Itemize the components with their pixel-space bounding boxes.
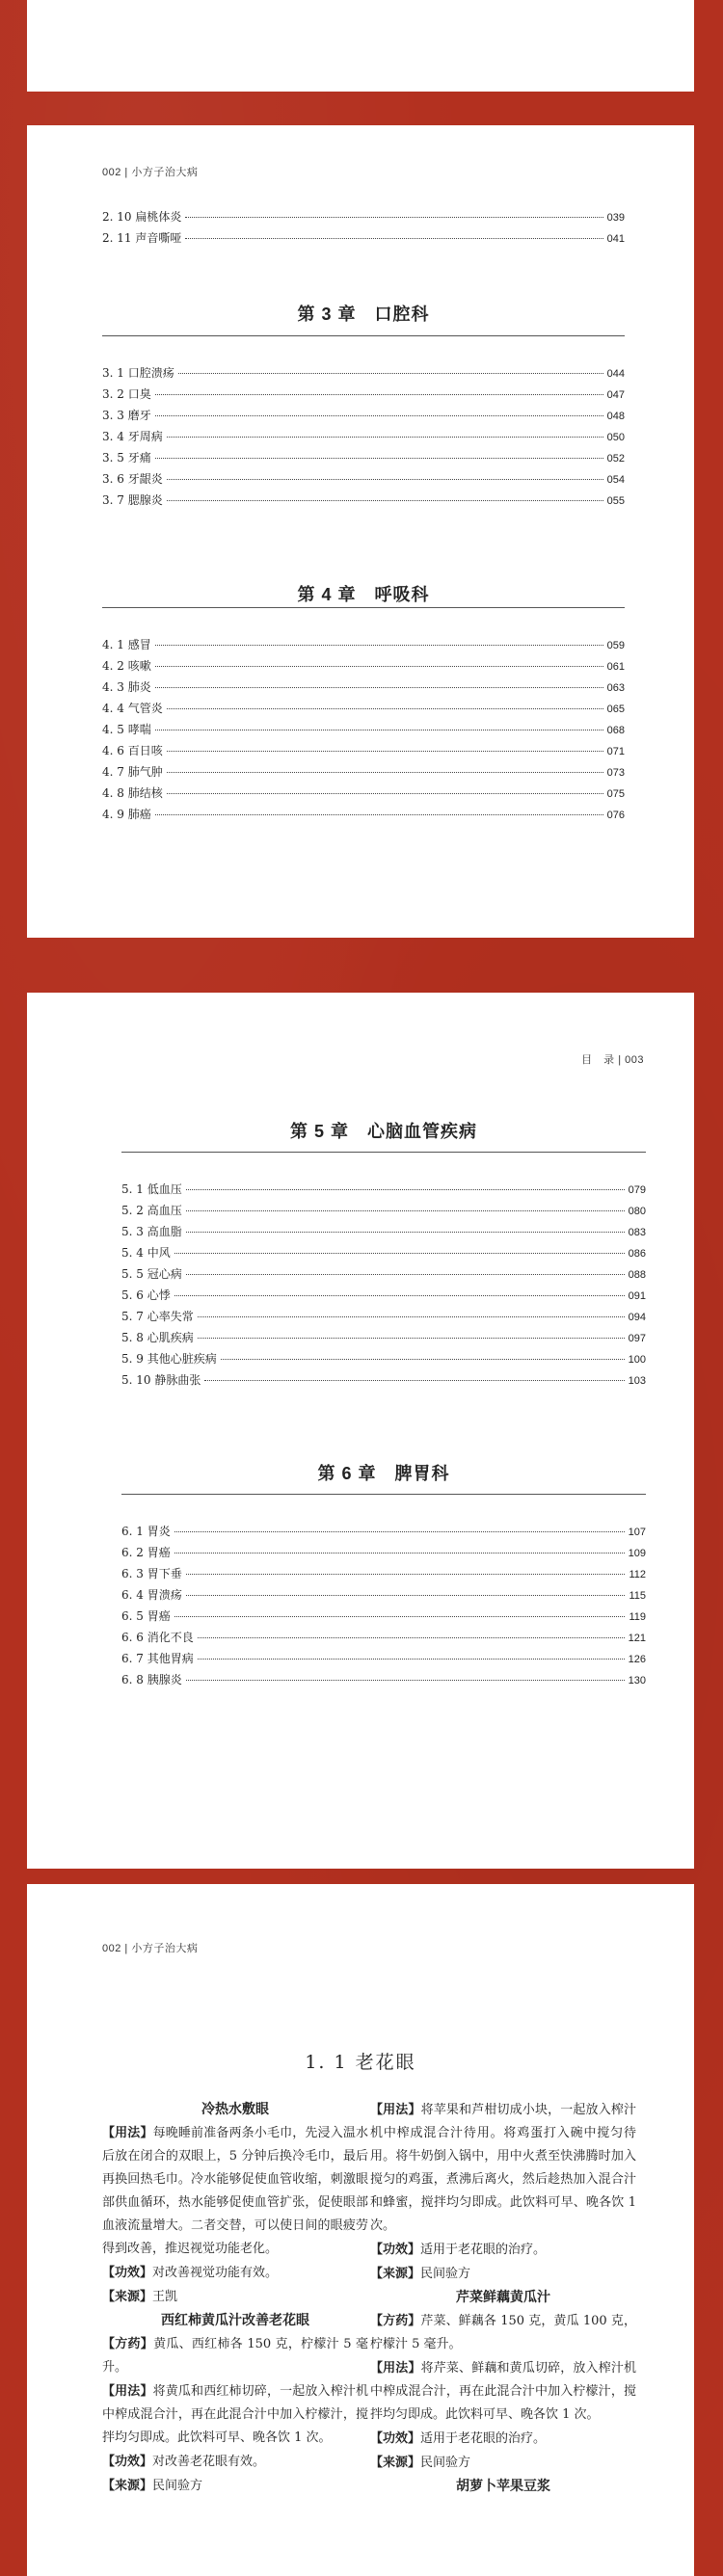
toc-entry[interactable]	[102, 742, 625, 763]
toc-entry-label: 6. 8 胰腺炎	[121, 1673, 182, 1686]
dot-leader	[155, 814, 603, 815]
formula-text: 黄瓜、西红柿各 150 克，柠檬汁 5 毫升。	[102, 2337, 368, 2375]
dot-leader	[155, 645, 603, 646]
toc-entry[interactable]	[121, 1565, 646, 1586]
usage-tag: 【用法】	[370, 2360, 421, 2375]
toc-entry-label: 4. 8 肺结核	[102, 786, 163, 800]
toc-entry-label: 3. 6 牙龈炎	[102, 472, 163, 486]
chapter-3-title: 第 3 章 口腔科	[297, 305, 430, 324]
dot-leader	[186, 1232, 625, 1233]
toc-entry[interactable]	[121, 1586, 646, 1607]
right-column	[370, 2098, 636, 2498]
dot-leader	[174, 1553, 625, 1554]
dot-leader	[155, 687, 603, 688]
toc-entry[interactable]	[121, 1265, 646, 1287]
toc-entry-page-number: 088	[628, 1269, 646, 1281]
toc-list-ch2-continued	[102, 208, 625, 251]
toc-entry[interactable]	[121, 1671, 646, 1692]
toc-entry[interactable]	[102, 700, 625, 721]
toc-entry[interactable]	[121, 1350, 646, 1371]
usage-text: 将芹菜、鲜藕和黄瓜切碎，放入榨汁机中榨成混合汁，再在此混合汁中加入柠檬汁，搅拌均匀即成。此饮料可早、晚各饮 1 次。	[370, 2361, 636, 2422]
running-head: 目 录 | 003	[581, 1054, 644, 1066]
toc-entry-label: 3. 2 口臭	[102, 387, 151, 401]
formula-tag: 【方药】	[370, 2313, 421, 2327]
toc-entry-label: 6. 4 胃溃疡	[121, 1588, 182, 1602]
toc-entry[interactable]	[102, 491, 625, 513]
effect-text: 对改善视觉功能有效。	[152, 2266, 279, 2280]
toc-entry[interactable]	[121, 1629, 646, 1650]
recipe-usage	[370, 2356, 636, 2427]
source-tag: 【来源】	[370, 2455, 421, 2469]
toc-entry-page-number: 086	[628, 1248, 646, 1260]
dot-leader	[221, 1359, 625, 1360]
dot-leader	[167, 793, 603, 794]
effect-text: 对改善老花眼有效。	[152, 2455, 266, 2469]
toc-entry-page-number: 050	[606, 432, 625, 443]
toc-entry-label: 5. 5 冠心病	[121, 1267, 182, 1281]
toc-entry-page-number: 115	[629, 1590, 646, 1602]
previous-page-bottom	[27, 0, 694, 92]
toc-entry[interactable]	[102, 721, 625, 742]
dot-leader	[167, 772, 603, 773]
toc-entry-page-number: 097	[628, 1333, 646, 1344]
chapter-6-rule	[121, 1494, 646, 1495]
toc-entry-label: 3. 3 磨牙	[102, 409, 151, 422]
dot-leader	[198, 1637, 625, 1638]
dot-leader	[155, 415, 603, 416]
recipe-name: 芹菜鲜藕黄瓜汁	[456, 2290, 550, 2305]
recipe-effect	[102, 2261, 368, 2285]
recipe-formula	[370, 2309, 636, 2356]
toc-entry-label: 3. 5 牙痛	[102, 451, 151, 465]
toc-entry-label: 4. 1 感冒	[102, 638, 151, 651]
dot-leader	[174, 1531, 625, 1532]
toc-list-ch3	[102, 364, 625, 513]
effect-tag: 【功效】	[370, 2430, 421, 2445]
toc-entry-page-number: 052	[606, 453, 625, 465]
toc-entry[interactable]	[102, 636, 625, 657]
toc-entry-label: 5. 9 其他心脏疾病	[121, 1352, 217, 1366]
section-title: 1. 1 老花眼	[305, 2052, 416, 2073]
dot-leader	[185, 238, 602, 239]
dot-leader	[186, 1680, 625, 1681]
chapter-6-title: 第 6 章 脾胃科	[317, 1464, 450, 1483]
source-tag: 【来源】	[102, 2289, 153, 2303]
usage-text: 将苹果和芦柑切成小块，一起放入榨汁机中榨成混合汁待用。将鸡蛋打入碗中搅匀待用。将牛奶倒入锅中，用中火煮至快沸腾时加入搅匀的鸡蛋，煮沸后离火，然后趁热加入混合汁和蜂蜜，搅拌均匀即成。此饮料可早、晚各饮 1 次。	[370, 2103, 636, 2233]
toc-entry-label: 5. 6 心悸	[121, 1288, 171, 1302]
toc-entry[interactable]	[121, 1650, 646, 1671]
toc-entry[interactable]	[102, 407, 625, 428]
toc-entry[interactable]	[102, 784, 625, 806]
source-tag: 【来源】	[102, 2478, 153, 2492]
toc-entry[interactable]	[121, 1223, 646, 1244]
chapter-4-rule	[102, 607, 625, 608]
chapter-3-rule	[102, 335, 625, 336]
toc-entry-label: 4. 9 肺癌	[102, 808, 151, 821]
toc-entry[interactable]	[121, 1181, 646, 1202]
toc-entry-page-number: 121	[628, 1633, 646, 1644]
effect-tag: 【功效】	[102, 2265, 153, 2279]
toc-page-a	[27, 125, 694, 938]
toc-entry[interactable]	[102, 657, 625, 678]
toc-entry-label: 5. 3 高血脂	[121, 1225, 182, 1238]
formula-text: 芹菜、鲜藕各 150 克，黄瓜 100 克，柠檬汁 5 毫升。	[370, 2314, 636, 2351]
toc-entry[interactable]	[102, 208, 625, 229]
source-text: 民间验方	[420, 2267, 471, 2281]
usage-tag: 【用法】	[102, 2383, 153, 2398]
toc-entry-label: 4. 2 咳嗽	[102, 659, 151, 673]
toc-entry-label: 6. 7 其他胃病	[121, 1652, 194, 1665]
toc-entry[interactable]	[102, 806, 625, 827]
toc-entry-page-number: 091	[628, 1290, 646, 1302]
toc-entry-page-number: 100	[628, 1354, 646, 1366]
dot-leader	[155, 458, 603, 459]
toc-entry-label: 3. 4 牙周病	[102, 430, 163, 443]
toc-entry-label: 4. 6 百日咳	[102, 744, 163, 757]
toc-entry-label: 5. 4 中风	[121, 1246, 171, 1260]
dot-leader	[174, 1616, 626, 1617]
effect-text: 适用于老花眼的治疗。	[420, 2243, 547, 2257]
toc-entry[interactable]	[102, 428, 625, 449]
dot-leader	[186, 1574, 626, 1575]
toc-entry[interactable]	[102, 385, 625, 407]
recipe-source	[102, 2474, 368, 2498]
toc-entry[interactable]	[102, 470, 625, 491]
toc-entry[interactable]	[102, 678, 625, 700]
toc-entry[interactable]	[121, 1329, 646, 1350]
toc-entry[interactable]	[102, 763, 625, 784]
running-head: 002 | 小方子治大病	[102, 1943, 199, 1954]
toc-entry-page-number: 076	[606, 810, 625, 821]
toc-entry-page-number: 073	[606, 767, 625, 779]
formula-tag: 【方药】	[102, 2336, 154, 2350]
dot-leader	[174, 1253, 625, 1254]
effect-tag: 【功效】	[102, 2454, 153, 2468]
body-page-c	[27, 1884, 694, 2576]
dot-leader	[198, 1316, 625, 1317]
dot-leader	[186, 1274, 625, 1275]
recipe-name: 胡萝卜苹果豆浆	[456, 2479, 550, 2494]
toc-page-b	[27, 993, 694, 1869]
toc-entry[interactable]	[121, 1308, 646, 1329]
toc-entry[interactable]	[102, 364, 625, 385]
toc-entry-page-number: 080	[628, 1206, 646, 1217]
toc-entry-label: 6. 6 消化不良	[121, 1631, 194, 1644]
toc-entry-page-number: 068	[606, 725, 625, 736]
toc-entry-page-number: 079	[628, 1184, 646, 1196]
toc-entry-page-number: 041	[606, 233, 625, 245]
toc-entry-label: 5. 1 低血压	[121, 1182, 182, 1196]
toc-entry-page-number: 075	[606, 788, 625, 800]
toc-entry-label: 4. 5 哮喘	[102, 723, 151, 736]
toc-entry[interactable]	[121, 1202, 646, 1223]
dot-leader	[155, 394, 603, 395]
dot-leader	[155, 666, 603, 667]
toc-list-ch4	[102, 636, 625, 827]
toc-entry-label: 2. 11 声音嘶哑	[102, 231, 182, 245]
toc-entry-label: 6. 2 胃癌	[121, 1546, 171, 1559]
dot-leader	[167, 500, 603, 501]
recipe-name: 冷热水敷眼	[201, 2102, 269, 2117]
toc-entry-label: 5. 7 心率失常	[121, 1310, 194, 1323]
recipe-source	[370, 2451, 636, 2475]
toc-entry[interactable]	[121, 1544, 646, 1565]
toc-entry-page-number: 059	[606, 640, 625, 651]
toc-list-ch5	[121, 1181, 646, 1393]
toc-entry[interactable]	[121, 1523, 646, 1544]
source-tag: 【来源】	[370, 2266, 421, 2280]
toc-entry-label: 4. 3 肺炎	[102, 680, 151, 694]
recipe-source	[370, 2262, 636, 2286]
toc-entry-label: 2. 10 扁桃体炎	[102, 210, 182, 224]
toc-entry-page-number: 071	[606, 746, 625, 757]
source-text: 民间验方	[152, 2479, 203, 2493]
toc-entry-label: 3. 7 腮腺炎	[102, 493, 163, 507]
toc-entry-label: 5. 2 高血压	[121, 1204, 182, 1217]
toc-entry-label: 4. 4 气管炎	[102, 702, 163, 715]
chapter-4-title: 第 4 章 呼吸科	[297, 585, 430, 604]
recipe-effect	[370, 2238, 636, 2262]
dot-leader	[178, 373, 603, 374]
chapter-5-title: 第 5 章 心脑血管疾病	[289, 1122, 477, 1141]
recipe-source	[102, 2285, 368, 2309]
chapter-5-rule	[121, 1152, 646, 1153]
recipe-effect	[102, 2450, 368, 2474]
toc-entry[interactable]	[121, 1371, 646, 1393]
effect-tag: 【功效】	[370, 2242, 421, 2256]
toc-entry-page-number: 109	[628, 1548, 646, 1559]
toc-entry-page-number: 048	[606, 411, 625, 422]
recipe-name: 西红柿黄瓜汁改善老花眼	[161, 2313, 309, 2328]
left-column	[102, 2098, 368, 2498]
dot-leader	[204, 1380, 624, 1381]
toc-entry-label: 6. 3 胃下垂	[121, 1567, 182, 1580]
dot-leader	[186, 1210, 625, 1211]
toc-entry-label: 6. 5 胃癌	[121, 1609, 171, 1623]
effect-text: 适用于老花眼的治疗。	[420, 2431, 547, 2446]
usage-tag: 【用法】	[102, 2125, 153, 2139]
toc-entry-page-number: 130	[628, 1675, 646, 1686]
dot-leader	[167, 751, 603, 752]
dot-leader	[185, 217, 602, 218]
toc-entry-label: 3. 1 口腔溃疡	[102, 366, 174, 380]
dot-leader	[167, 708, 603, 709]
toc-entry-page-number: 126	[628, 1654, 646, 1665]
toc-entry-page-number: 083	[628, 1227, 646, 1238]
toc-entry-page-number: 047	[606, 389, 625, 401]
toc-entry[interactable]	[102, 449, 625, 470]
toc-entry[interactable]	[121, 1244, 646, 1265]
recipe-effect	[370, 2427, 636, 2451]
dot-leader	[186, 1189, 625, 1190]
usage-text: 每晚睡前准备两条小毛巾，先浸入温水后放在闭合的双眼上，5 分钟后换冷毛巾，最后再换回热毛巾。冷水能够促使血管收缩，刺激眼部供血循环，热水能够促使血管扩张，促使眼部血液流量增大。二者交替，可以使日间的眼疲劳得到改善，推迟视觉功能老化。	[102, 2126, 368, 2256]
dot-leader	[174, 1295, 625, 1296]
toc-entry-page-number: 119	[629, 1611, 646, 1623]
toc-list-ch6	[121, 1523, 646, 1692]
toc-entry-label: 5. 8 心肌疾病	[121, 1331, 194, 1344]
toc-entry[interactable]	[121, 1607, 646, 1629]
dot-leader	[167, 479, 603, 480]
toc-entry-page-number: 112	[629, 1569, 646, 1580]
toc-entry-page-number: 107	[628, 1527, 646, 1538]
source-text: 王凯	[152, 2290, 178, 2304]
toc-entry-page-number: 054	[606, 474, 625, 486]
usage-tag: 【用法】	[370, 2102, 421, 2116]
running-head: 002 | 小方子治大病	[102, 167, 199, 178]
toc-entry-label: 6. 1 胃炎	[121, 1525, 171, 1538]
toc-entry-page-number: 065	[606, 704, 625, 715]
toc-entry-page-number: 061	[606, 661, 625, 673]
dot-leader	[198, 1659, 625, 1660]
recipe-usage	[370, 2098, 636, 2238]
toc-entry-page-number: 063	[606, 682, 625, 694]
recipe-usage	[102, 2121, 368, 2261]
usage-text: 将黄瓜和西红柿切碎，一起放入榨汁机中榨成混合汁，再在此混合汁中加入柠檬汁，搅拌均匀即成。此饮料可早、晚各饮 1 次。	[102, 2384, 368, 2445]
toc-entry[interactable]	[102, 229, 625, 251]
toc-entry-page-number: 094	[628, 1312, 646, 1323]
toc-entry[interactable]	[121, 1287, 646, 1308]
toc-entry-page-number: 103	[628, 1375, 646, 1387]
source-text: 民间验方	[420, 2456, 471, 2470]
dot-leader	[186, 1595, 626, 1596]
recipe-usage	[102, 2379, 368, 2450]
toc-entry-page-number: 055	[606, 495, 625, 507]
recipe-formula	[102, 2332, 368, 2379]
dot-leader	[198, 1338, 625, 1339]
dot-leader	[167, 437, 603, 438]
toc-entry-page-number: 044	[606, 368, 625, 380]
toc-entry-label: 4. 7 肺气肿	[102, 765, 163, 779]
toc-entry-page-number: 039	[606, 212, 625, 224]
toc-entry-label: 5. 10 静脉曲张	[121, 1373, 201, 1387]
